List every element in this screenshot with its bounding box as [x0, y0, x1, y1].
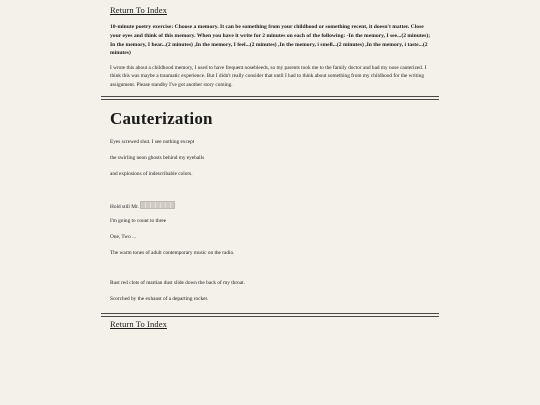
poem-line-text: Hold still Mr. — [110, 204, 139, 210]
divider-top — [101, 96, 439, 100]
return-to-index-link-top[interactable]: Return To Index — [110, 5, 167, 15]
poem-line: and explosions of indescribable colors. — [110, 171, 193, 177]
author-intro: I wrote this about a childhood memory, I used to have frequent nosebleeds, so my parents took me to the family doctor and had my nose cauterized. I think this was maybe a traumatic experience. But I didn't really consider that until I had to think about something from my childhood for the writing assignment. Please standby I've got another story coming. — [110, 65, 427, 88]
poem-line: Eyes screwed shut. I see nothing except — [110, 139, 195, 145]
divider-bottom — [101, 313, 439, 317]
censored-name-block — [140, 201, 175, 209]
poem-line-hold-still — [110, 201, 175, 211]
poem-line: Scorched by the exhaust of a departing rocket. — [110, 296, 209, 302]
return-to-index-link-bottom[interactable]: Return To Index — [110, 319, 167, 329]
poem-line: I'm going to count to three — [110, 218, 167, 224]
poem-line: One, Two ... — [110, 234, 137, 240]
poem-title: Cauterization — [110, 109, 213, 128]
page-content — [101, 0, 439, 329]
poem-line: the swirling neon ghosts behind my eyeballs — [110, 155, 205, 161]
exercise-prompt: 10-minute poetry exercise: Choose a memory. It can be something from your childhood or something recent, it doesn't matter. Close your eyes and think of this memory. When you have it write for 2 minutes on each of the following: -In the memory, I see...(2 minutes); In the memory, I hear...(2 minutes) ,In the memory, I feel...(2 minutes) ,In the memory, i smell...(2 minutes) ,In the memory, i taste...(2 minutes) — [110, 24, 431, 57]
poem-line: The warm tones of adult contemporary music on the radio. — [110, 250, 235, 256]
poem-line: Rust red clots of martian dust slide down the back of my throat. — [110, 280, 245, 286]
